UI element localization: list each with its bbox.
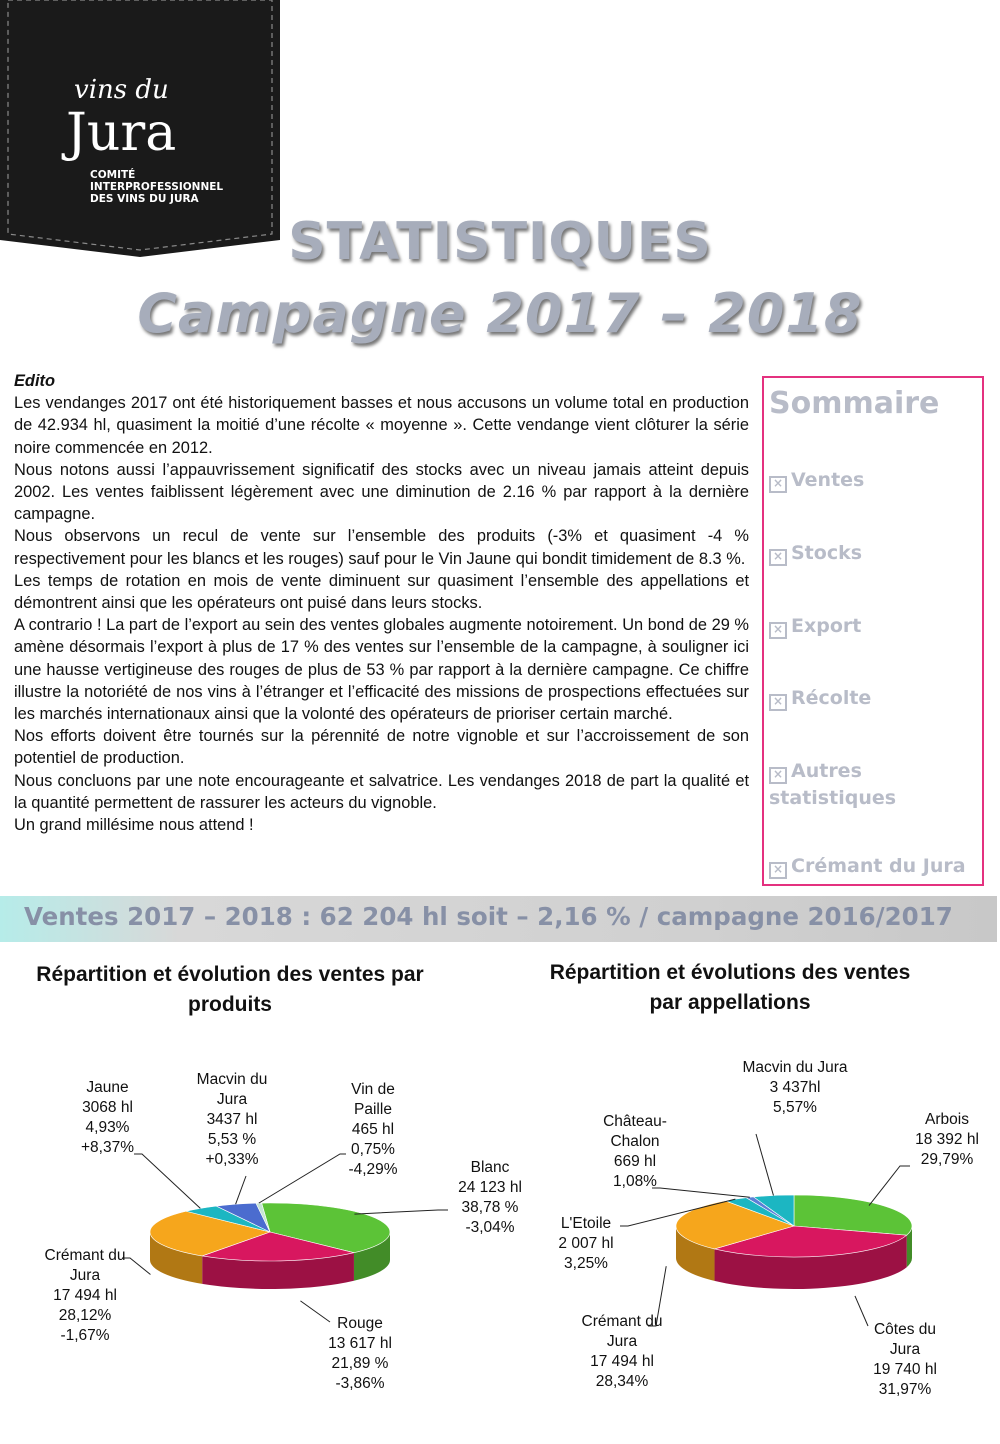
chart-2-label-chateau-chalon xyxy=(592,1112,678,1192)
logo-text-vins-du: vins du xyxy=(74,75,169,105)
slice-volume: 19 740 hl xyxy=(873,1361,937,1378)
slice-share: 31,97% xyxy=(878,1381,932,1398)
edito-paragraph: Nous notons aussi l’appauvrissement significatif des stocks avec un niveau jamais atteint depuis 2002. Les ventes faiblissent légèrement avec une diminution de 2.16 % par rapport à la dernière campagne. xyxy=(14,460,749,524)
chart-1-label-rouge xyxy=(318,1314,402,1394)
sommaire-link-label: Autres statistiques xyxy=(769,760,897,809)
slice-change: +0,33% xyxy=(205,1151,259,1168)
sommaire-title: Sommaire xyxy=(769,386,940,421)
sommaire-link-label: Récolte xyxy=(791,687,872,709)
checkbox-x-icon: × xyxy=(769,549,787,566)
slice-name: Crémant du Jura xyxy=(44,1247,126,1284)
sommaire-link-label: Stocks xyxy=(791,542,863,564)
slice-share: 0,75% xyxy=(351,1141,395,1158)
slice-share: 4,93% xyxy=(85,1119,130,1136)
slice-change: -4,29% xyxy=(348,1161,398,1178)
checkbox-x-icon: × xyxy=(769,694,787,711)
chart-2-title: Répartition et évolutions des ventes par appellations xyxy=(549,961,911,1014)
sales-summary-text: Ventes 2017 – 2018 : 62 204 hl soit – 2,16 % / campagne 2016/2017 xyxy=(24,902,953,931)
slice-share: 28,12% xyxy=(58,1307,112,1324)
slice-volume: 3068 hl xyxy=(82,1099,133,1116)
edito-paragraph: Les temps de rotation en mois de vente diminuent sur quasiment l’ensemble des appellations et démontrent ainsi que les opérateurs ont puisé dans leurs stocks. xyxy=(14,571,749,613)
slice-volume: 18 392 hl xyxy=(915,1131,979,1148)
chart-2-label-cotes-du-jura xyxy=(860,1320,950,1400)
checkbox-x-icon: × xyxy=(769,622,787,639)
slice-name: Arbois xyxy=(925,1111,969,1128)
page-title: STATISTIQUES xyxy=(288,212,712,272)
chart-1-title: Répartition et évolution des ventes par produits xyxy=(36,963,424,1016)
pie-1-leader-0 xyxy=(354,1210,448,1214)
logo-org-line-1: COMITÉ xyxy=(90,169,136,181)
edito-paragraph: Nous concluons par une note encourageante et salvatrice. Les vendanges 2018 de part la qualité et la quantité permettent de rassurer les acteurs du vignoble. xyxy=(14,771,749,812)
slice-share: 38,78 % xyxy=(461,1199,519,1216)
sommaire-link-label: Export xyxy=(791,615,862,637)
slice-share: 28,34% xyxy=(595,1373,649,1390)
logo-text-jura: Jura xyxy=(66,103,177,163)
slice-name: Crémant du Jura xyxy=(581,1313,663,1350)
chart-1-label-blanc xyxy=(448,1158,532,1238)
slice-volume: 669 hl xyxy=(613,1153,657,1170)
chart-1-label-paille xyxy=(338,1080,408,1180)
edito-paragraph: A contrario ! La part de l’export au sein des ventes globales augmente notoirement. Un bond de 29 % amène désormais l’export à plus de 17 % des ventes sur l’ensemble de la campagne, à souligner ici une hausse vertigineuse des rouges de plus de 53 % par rapport à la dernière campagne. Ce chiffre illustre la notoriété de nos vins à l’étranger et l’efficacité des missions de prospections effectuées sur les marchés internationaux ainsi que la volonté des opérateurs de prioriser certain marché. xyxy=(14,616,749,724)
edito-paragraph: Nos efforts doivent être tournés sur la pérennité de notre vignoble et sur l’accroissement de son potentiel de production. xyxy=(14,727,749,768)
slice-name: Château-Chalon xyxy=(603,1113,667,1150)
slice-share: 3,25% xyxy=(564,1255,608,1272)
edito-paragraph: Les vendanges 2017 ont été historiquement basses et nous accusons un volume total en production de 42.934 hl, quasiment la moitié d’une récolte « moyenne ». Cette vendange vient clôturer la série noire commencée en 2012. xyxy=(14,394,749,457)
slice-volume: 13 617 hl xyxy=(328,1335,392,1352)
slice-change: +8,37% xyxy=(80,1139,134,1156)
edito-paragraph: Nous observons un recul de vente sur l’ensemble des produits (-3% et quasiment -4 % respectivement pour les blancs et les rouges) sauf pour le Vin Jaune qui bondit timidement de 8.3 %. xyxy=(14,527,749,568)
slice-volume: 17 494 hl xyxy=(590,1353,654,1370)
slice-change: -3,04% xyxy=(465,1219,515,1236)
chart-2-label-cremant xyxy=(578,1312,666,1392)
checkbox-x-icon: × xyxy=(769,476,787,493)
slice-name: Macvin du Jura xyxy=(196,1071,268,1108)
checkbox-x-icon: × xyxy=(769,767,787,784)
slice-name: Côtes du Jura xyxy=(873,1321,937,1358)
chart-1-label-macvin xyxy=(180,1070,284,1170)
slice-change: -3,86% xyxy=(335,1375,385,1392)
slice-volume: 24 123 hl xyxy=(458,1179,522,1196)
logo-org-line-2: INTERPROFESSIONNEL xyxy=(90,181,224,193)
slice-name: Rouge xyxy=(337,1315,383,1332)
slice-share: 5,53 % xyxy=(207,1131,257,1148)
edito-heading: Edito xyxy=(14,372,55,390)
slice-name: Jaune xyxy=(86,1079,129,1096)
slice-volume: 2 007 hl xyxy=(558,1235,614,1252)
pie-1-leader-4 xyxy=(236,1176,246,1204)
edito-paragraph: Un grand millésime nous attend ! xyxy=(14,816,254,835)
slice-name: L'Etoile xyxy=(560,1215,612,1232)
slice-volume: 465 hl xyxy=(351,1121,395,1138)
chart-2-label-letoile xyxy=(548,1214,624,1274)
slice-name: Macvin du Jura xyxy=(742,1059,848,1076)
sommaire-link-label: Ventes xyxy=(791,469,865,491)
chart-1-label-jaune xyxy=(70,1078,145,1158)
slice-volume: 3 437hl xyxy=(769,1079,821,1096)
logo-org-line-3: DES VINS DU JURA xyxy=(90,193,199,205)
slice-volume: 3437 hl xyxy=(206,1111,258,1128)
slice-change: -1,67% xyxy=(60,1327,110,1344)
chart-1-label-cremant xyxy=(40,1246,130,1346)
slice-share: 29,79% xyxy=(920,1151,974,1168)
page-subtitle: Campagne 2017 – 2018 xyxy=(137,282,863,345)
checkbox-x-icon: × xyxy=(769,862,787,879)
slice-name: Vin de Paille xyxy=(351,1081,395,1118)
slice-volume: 17 494 hl xyxy=(53,1287,117,1304)
chart-2-label-arbois xyxy=(906,1110,988,1170)
slice-share: 1,08% xyxy=(613,1173,657,1190)
slice-share: 21,89 % xyxy=(331,1355,389,1372)
sommaire-link-label: Crémant du Jura xyxy=(791,855,966,877)
pie-2-leader-0 xyxy=(869,1166,910,1206)
slice-share: 5,57% xyxy=(773,1099,817,1116)
pie-2-leader-5 xyxy=(756,1134,773,1195)
chart-2-label-macvin xyxy=(742,1058,848,1118)
slice-name: Blanc xyxy=(470,1159,510,1176)
